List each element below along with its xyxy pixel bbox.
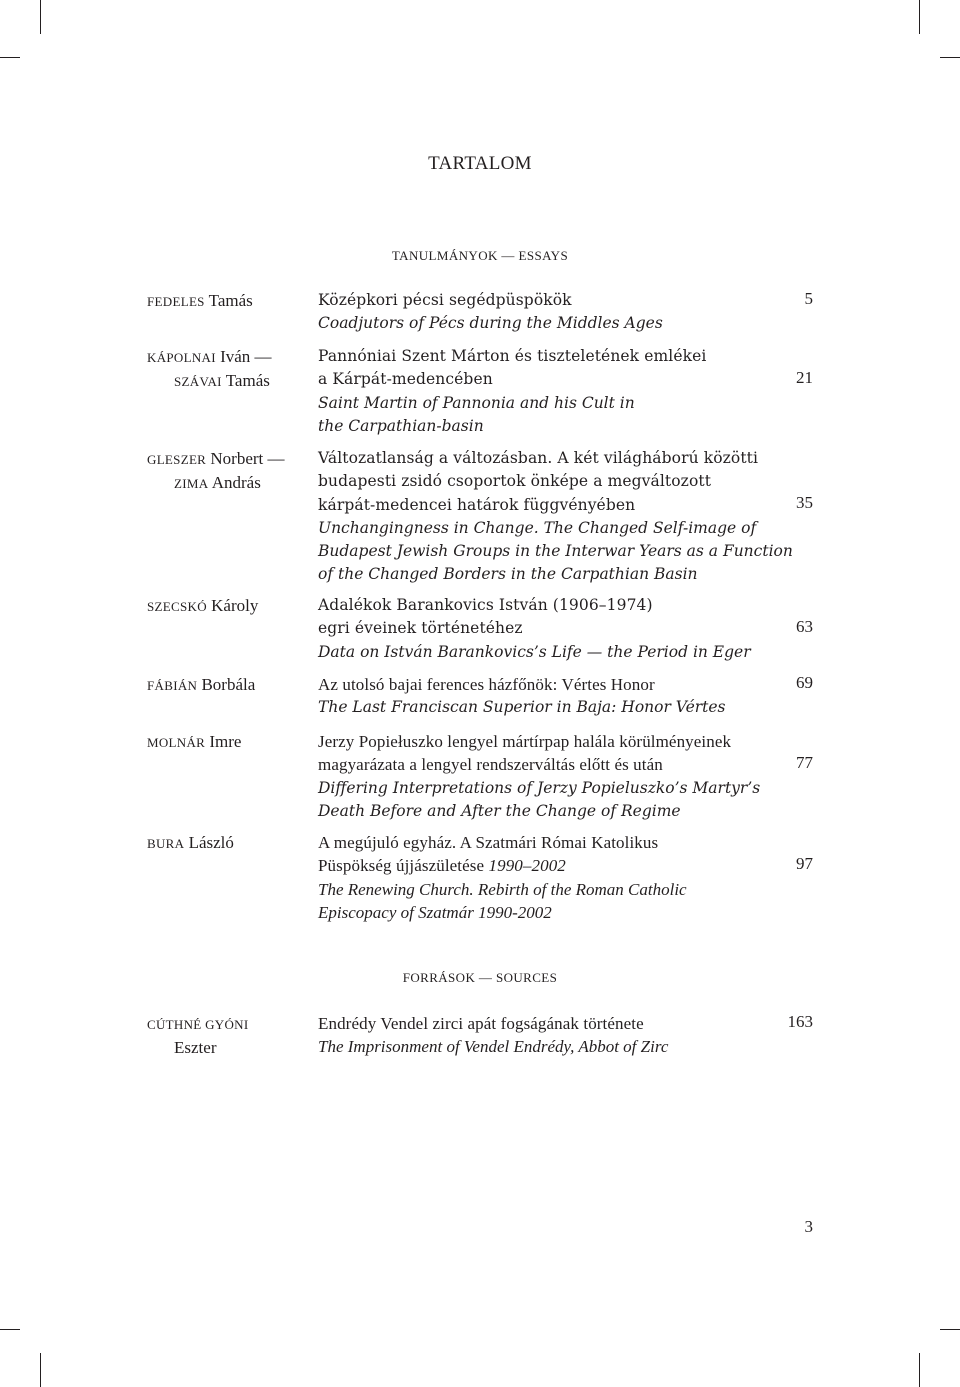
entry-author: KÁPOLNAI Iván — SZÁVAI Tamás — [147, 347, 272, 390]
entry-title: Endrédy Vendel zirci apát fogságának története The Imprisonment of Vendel Endrédy, Abbot of Zirc — [318, 1014, 669, 1057]
crop-mark — [40, 1353, 41, 1387]
crop-mark — [919, 0, 920, 34]
entry-author: MOLNÁR Imre — [147, 732, 242, 751]
crop-mark — [40, 0, 41, 34]
crop-mark — [0, 1329, 20, 1330]
entry-author: SZECSKÓ Károly — [147, 596, 259, 615]
entry-page-number: 77 — [796, 753, 813, 772]
entry-title: Jerzy Popiełuszko lengyel mártírpap halála körülményeinek magyarázata a lengyel rendszerváltás előtt és után Differing Interpretations of Jerzy Popieluszko’s Martyr’s Death Before and After the Change of Regime — [318, 732, 761, 820]
entry-title: Pannóniai Szent Márton és tiszteletének emlékei a Kárpát-medencében Saint Martin of Pannonia and his Cult in the Carpathian-basin — [318, 347, 707, 435]
entry-author: BURA László — [147, 833, 234, 852]
crop-mark — [919, 1353, 920, 1387]
entry-page-number: 5 — [804, 289, 813, 308]
entry-title: Középkori pécsi segédpüspökök Coadjutors of Pécs during the Middles Ages — [318, 291, 663, 333]
entry-page-number: 97 — [796, 854, 813, 873]
crop-mark — [0, 57, 20, 58]
page-folio-number: 3 — [804, 1217, 813, 1236]
crop-mark — [940, 57, 960, 58]
section-heading-essays: TANULMÁNYOK — ESSAYS — [391, 248, 569, 263]
section-heading-sources: FORRÁSOK — SOURCES — [402, 970, 558, 985]
entry-page-number: 69 — [796, 673, 813, 692]
entry-page-number: 35 — [796, 493, 813, 512]
entry-author: FÁBIÁN Borbála — [147, 675, 256, 694]
entry-author: CÚTHNÉ GYÓNI Eszter — [147, 1017, 249, 1057]
entry-author: GLESZER Norbert — ZIMA András — [147, 449, 285, 492]
entry-title: Adalékok Barankovics István (1906–1974) egri éveinek történetéhez Data on István Barankovics’s Life — the Period in Eger — [318, 596, 751, 661]
entry-title: Az utolsó bajai ferences házfőnök: Vértes Honor The Last Franciscan Superior in Baja: Honor Vértes — [318, 675, 726, 717]
crop-mark — [940, 1329, 960, 1330]
entry-page-number: 21 — [796, 368, 813, 387]
entry-page-number: 163 — [787, 1012, 813, 1031]
page-title: TARTALOM — [428, 153, 532, 174]
entry-title: A megújuló egyház. A Szatmári Római Katolikus Püspökség újjászületése 1990–2002 The Renewing Church. Rebirth of the Roman Catholic Episcopacy of Szatmár 1990-2002 — [318, 833, 687, 922]
entry-author: FEDELES Tamás — [147, 291, 253, 310]
entry-page-number: 63 — [796, 617, 813, 636]
entry-title: Változatlanság a változásban. A két világháború közötti budapesti zsidó csoportok önképe a megváltozott kárpát-medencei határok függvényében Unchangingness in Change. The Changed Self-image of Budapest Jewish Groups in the Interwar Years as a Function of the Changed Borders in the Carpathian Basin — [318, 449, 793, 584]
